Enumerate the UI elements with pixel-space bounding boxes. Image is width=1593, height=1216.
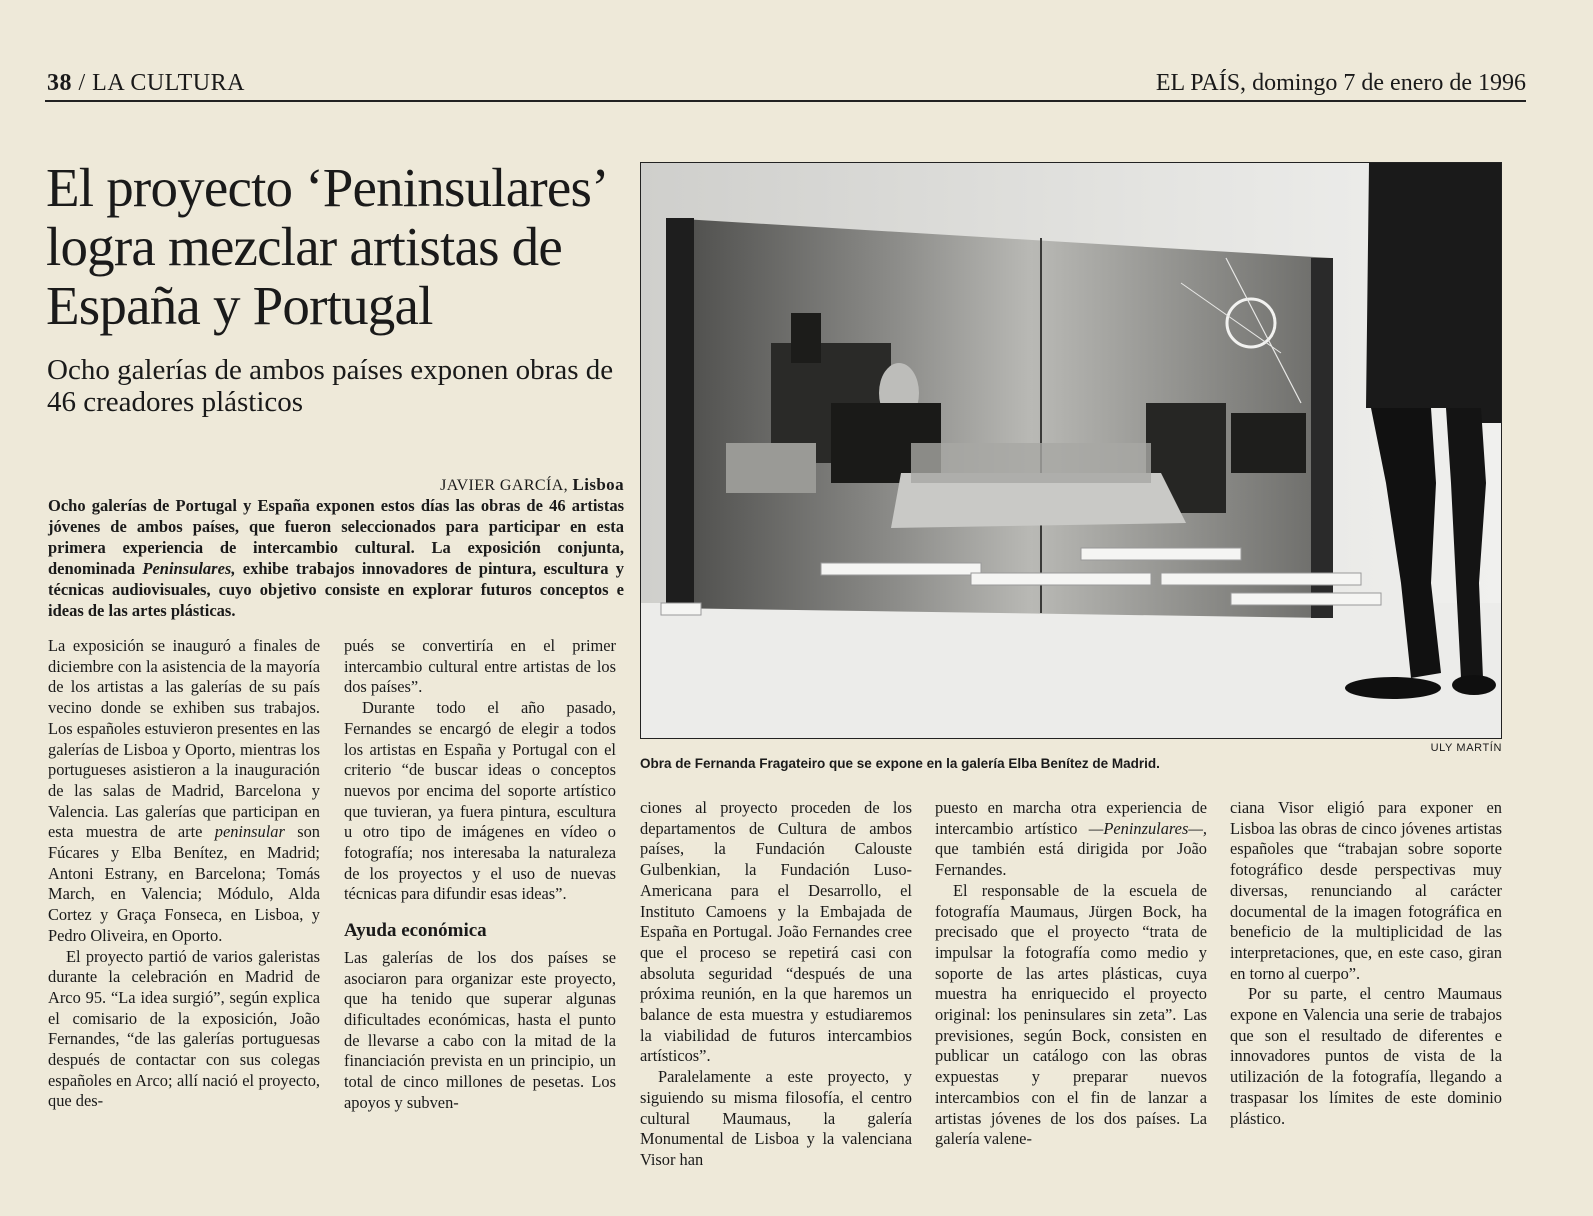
paragraph: El proyecto partió de varios galeristas durante la celebración en Madrid de Arco 95. “La idea surgió”, según explica el comisario de la exposición, João Fernandes, “de las galerías portuguesas después de contactar con sus colegas españoles en Arco; allí nació el proyecto, que des- (48, 946, 320, 1111)
newspaper-dateline (1156, 70, 1526, 97)
photo-illustration (641, 163, 1502, 739)
lead-paragraph (48, 495, 624, 621)
byline-city: Lisboa (572, 475, 624, 494)
paragraph: El responsable de la escuela de fotografía Maumaus, Jürgen Bock, ha precisado que el proyecto “trata de impulsar la fotografía como medio y soporte de las artes plásticas, cuya muestra ha enriquecido el proyecto original: los peninsulares sin zeta”. Las previsiones, según Bock, consisten en publicar un catálogo con las obras expuestas y preparar nuevos intercambios con el fin de lanzar a artistas jóvenes de los dos países. La galería valene- (935, 880, 1207, 1149)
subheadline: Ocho galerías de ambos países exponen obras de 46 creadores plásticos (47, 354, 614, 418)
article-column-2 (344, 636, 616, 1113)
italic-text: —Peninzulares—, (1088, 818, 1207, 838)
news-photo (640, 162, 1502, 739)
paragraph: ciana Visor eligió para exponer en Lisboa las obras de cinco jóvenes artistas españoles que “trabajan sobre soporte fotográfico desde perspectivas muy diversas, renunciando al carácter documental de la imagen fotográfica en beneficio de la multiplicidad de las interpretaciones, que, en este caso, giran en torno al cuerpo”. (1230, 798, 1502, 983)
byline (48, 475, 624, 495)
header-rule (45, 100, 1526, 102)
page-number: 38 (47, 70, 72, 96)
lead-text-2: exhibe trabajos innovadores de pintura, escultura y técnicas audiovisuales, cuyo objetivo consiste en explorar futuros conceptos e ideas de las artes plásticas. (48, 559, 625, 620)
paragraph: Las galerías de los dos países se asociaron para organizar este proyecto, que ha tenido que superar algunas dificultades económicas, hasta el punto de llevarse a cabo con la mitad de la financiación prevista en un principio, un total de cinco millones de pesetas. Los apoyos y subven- (344, 947, 616, 1112)
paragraph (48, 636, 320, 947)
text: puesto en marcha otra experiencia de intercambio artístico (935, 798, 1207, 838)
photo-caption: Obra de Fernanda Fragateiro que se expone en la galería Elba Benítez de Madrid. (640, 756, 1160, 771)
section-name: / LA CULTURA (78, 70, 245, 96)
text: son Fúcares y Elba Benítez, en Madrid; Antoni Estrany, en Barcelona; Tomás March, en Valencia; Módulo, Alda Cortez y Graça Fonseca, en Lisboa, y Pedro Oliveira, en Oporto. (48, 822, 320, 945)
newspaper-name: EL PAÍS, (1155, 70, 1247, 96)
paragraph: pués se convertiría en el primer intercambio cultural entre artistas de los dos países”. (344, 636, 616, 697)
photo-credit: ULY MARTÍN (1430, 742, 1502, 754)
byline-author: JAVIER GARCÍA, (440, 477, 569, 494)
text: que también está dirigida por João Fernandes. (935, 839, 1207, 880)
page-folio (47, 70, 245, 97)
article-column-1 (48, 636, 320, 1112)
article-column-5 (1230, 798, 1502, 1129)
article-column-4 (935, 798, 1207, 1150)
paragraph: Paralelamente a este proyecto, y siguiendo su misma filosofía, el centro cultural Maumaus, la galería Monumental de Lisboa y la valenciana Visor han (640, 1067, 912, 1169)
paragraph (935, 798, 1207, 881)
section-subheading: Ayuda económica (344, 920, 487, 942)
italic-text: peninsular (214, 822, 285, 842)
paragraph: Por su parte, el centro Maumaus expone en Valencia una serie de trabajos que son el resultado de diferentes e innovadores puntos de vista de la utilización de la fotografía, llegando a traspasar los límites de este dominio plástico. (1230, 984, 1502, 1128)
article-column-3 (640, 798, 912, 1171)
headline: El proyecto ‘Peninsulares’ logra mezclar artistas de España y Portugal (46, 157, 605, 336)
paragraph: ciones al proyecto proceden de los departamentos de Cultura de ambos países, la Fundación Calouste Gulbenkian, la Fundación Luso-Americana para el Desarrollo, el Instituto Camoens y la Embajada de España en Portugal. João Fernandes cree que el proceso se repetirá casi con absoluta seguridad “después de una próxima reunión, en la que haremos un balance de esta muestra y estudiaremos la viabilidad de futuros intercambios artísticos”. (640, 798, 912, 1066)
publication-date: domingo 7 de enero de 1996 (1252, 70, 1526, 96)
lead-italic: Peninsulares, (142, 559, 236, 578)
text: La exposición se inauguró a finales de diciembre con la asistencia de la mayoría de los artistas a las galerías de su país vecino donde se exhiben sus trabajos. Los españoles estuvieron presentes en las galerías de Lisboa y Oporto, mientras los portugueses asistieron a la inauguración de las salas de Madrid, Barcelona y Valencia. Las galerías que participan en esta muestra de arte (48, 636, 320, 842)
paragraph: Durante todo el año pasado, Fernandes se encargó de elegir a todos los artistas en España y Portugal con el criterio “de buscar ideas o conceptos nuevos por encima del soporte artístico que tuvieran, ya fuera pintura, escultura u otro tipo de imágenes en vídeo o fotografía; nos interesaba la naturaleza de los proyectos y el uso de nuevas técnicas para difundir esas ideas”. (344, 698, 616, 904)
lead-text-1: Ocho galerías de Portugal y España exponen estos días las obras de 46 artistas jóvenes de ambos países, que fueron seleccionados para participar en esta primera experiencia de intercambio cultural. La exposición conjunta, denominada (48, 496, 624, 578)
